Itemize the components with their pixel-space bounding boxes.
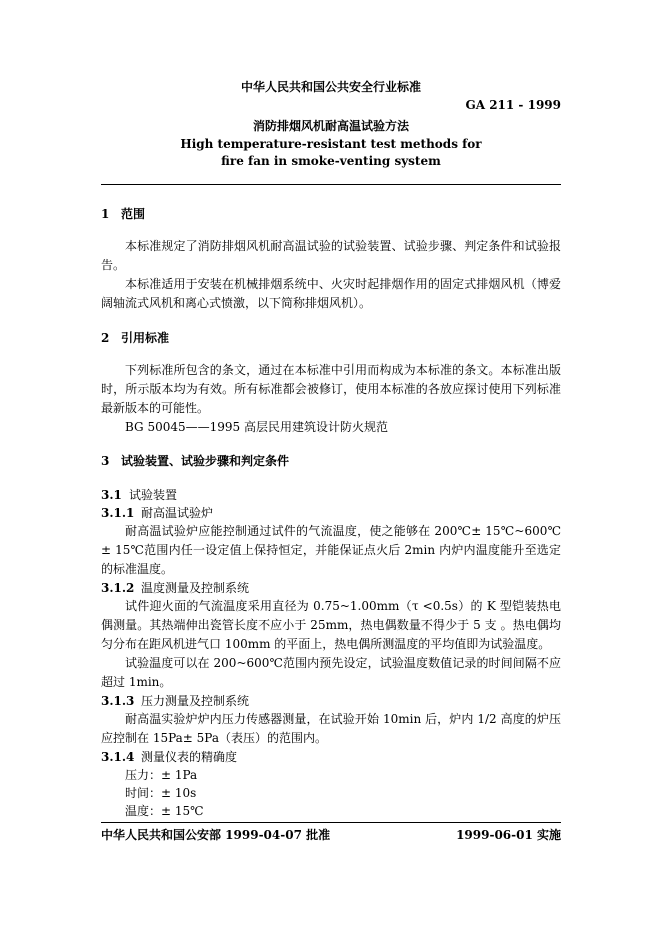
footer [101,822,561,844]
reference-standard: BG 50045——1995 高层民用建筑设计防火规范 [125,420,388,434]
subsection-3-1-heading [101,486,561,504]
subsection-title: 温度测量及控制系统 [141,581,250,595]
section-2-paragraph-1: 下列标准所包含的条文，通过在本标准中引用而构成为本标准的条文。本标准出版时，所示版本均为有效。所有标准都会被修订，使用本标准的各放应探讨使用下列标准最新版本的可能性。 [101,363,561,415]
accuracy-temperature: 温度：± 15℃ [125,804,204,818]
title-chinese: 消防排烟风机耐高温试验方法 [252,119,409,133]
title-english-line-2: fire fan in smoke-venting system [221,154,441,168]
subsection-3-1-1-heading [101,504,561,522]
section-title: 范围 [121,207,146,221]
subsection-title: 压力测量及控制系统 [141,694,250,708]
section-1-heading [101,205,561,223]
document-page [101,78,561,820]
section-3-heading [101,452,561,470]
subsection-3-1-2-paragraph-1: 试件迎火面的气流温度采用直径为 0.75~1.00mm（τ <0.5s）的 K 型铠装热电偶测量。其热端伸出瓷管长度不应小于 25mm，热电偶数量不得少于 5 支 。热电偶均匀分布在距风机进气口 100mm 的平面上，热电偶所测温度的平均值即为试验温度。 [101,599,561,651]
subsection-number: 3.1.4 [101,750,135,764]
subsection-title: 测量仪表的精确度 [141,750,238,764]
subsection-number: 3.1 [101,488,122,502]
org-title: 中华人民共和国公共安全行业标准 [240,80,421,94]
section-title: 试验装置、试验步骤和判定条件 [121,454,290,468]
subsection-number: 3.1.2 [101,581,135,595]
accuracy-pressure: 压力：± 1Pa [125,768,198,782]
section-number: 3 [101,454,110,468]
subsection-3-1-4-heading [101,748,561,766]
subsection-title: 试验装置 [129,488,178,502]
subsection-3-1-2-paragraph-2: 试验温度可以在 200~600℃范围内预先设定，试验温度数值记录的时间间隔不应超过 1min。 [101,656,561,689]
effective-date: 1999-06-01 实施 [456,828,561,842]
section-title: 引用标准 [121,331,170,345]
section-2-heading [101,329,561,347]
section-number: 1 [101,207,110,221]
title-english-line-1: High temperature-resistant test methods for [180,137,482,151]
section-1-paragraph-1: 本标准规定了消防排烟风机耐高温试验的试验装置、试验步骤、判定条件和试验报告。 [101,239,561,272]
subsection-3-1-3-heading [101,692,561,710]
subsection-3-1-3-paragraph: 耐高温实验炉炉内压力传感器测量，在试验开始 10min 后，炉内 1/2 高度的炉压应控制在 15Pa± 5Pa（表压）的范围内。 [101,712,561,745]
approval-statement: 中华人民共和国公安部 1999-04-07 批准 [101,828,331,842]
section-1-paragraph-2: 本标准适用于安装在机械排烟系统中、火灾时起排烟作用的固定式排烟风机（博爱阔轴流式风机和离心式愤激，以下简称排烟风机）。 [101,277,561,310]
standard-number: GA 211 - 1999 [465,98,561,112]
accuracy-time: 时间：± 10s [125,786,197,800]
subsection-number: 3.1.1 [101,506,135,520]
subsection-3-1-1-paragraph: 耐高温试验炉应能控制通过试件的气流温度，使之能够在 200℃± 15℃~600℃± 15℃范围内任一设定值上保持恒定，并能保证点火后 2min 内炉内温度能升至选定的标准温度。 [101,524,561,576]
subsection-3-1-2-heading [101,579,561,597]
section-number: 2 [101,331,110,345]
subsection-title: 耐高温试验炉 [141,506,214,520]
subsection-number: 3.1.3 [101,694,135,708]
